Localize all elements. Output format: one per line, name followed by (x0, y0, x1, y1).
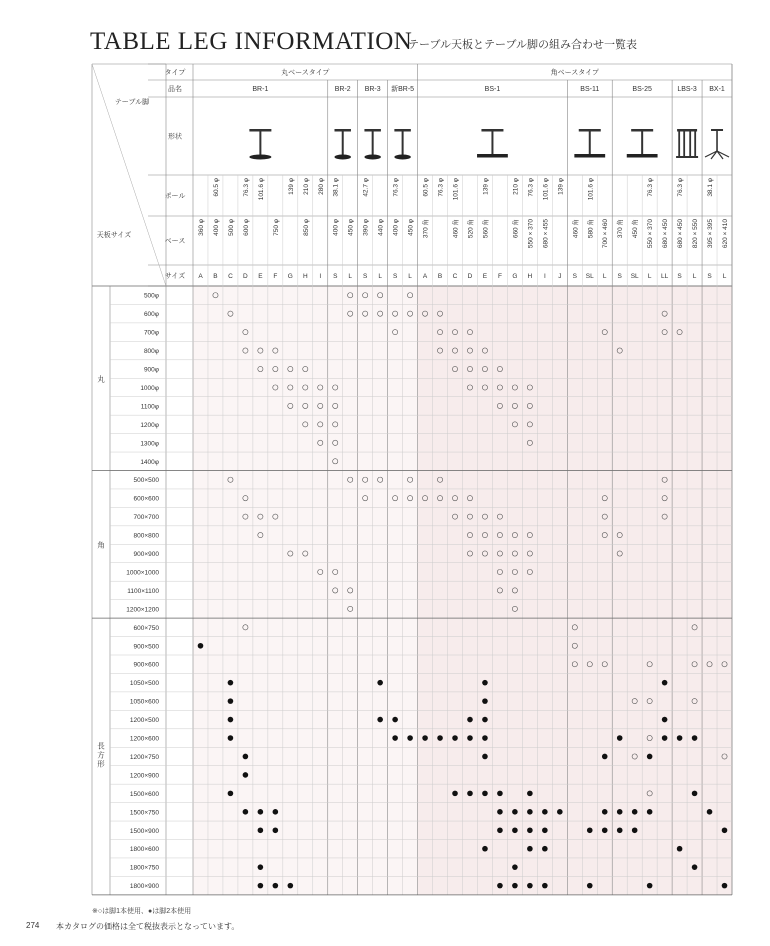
double-leg-mark (422, 735, 428, 741)
double-leg-mark (482, 680, 488, 686)
base-size: 660 角 (512, 219, 520, 239)
tabletop-size-label: 1500×600 (129, 790, 159, 798)
pole-diameter: 60.5 φ (422, 178, 430, 197)
price-note: 本カタログの価格は全て税抜表示となっています。 (56, 922, 240, 931)
double-leg-mark (482, 754, 488, 760)
pole-diameter: 101.6 φ (542, 178, 550, 201)
tabletop-size-label: 1200φ (140, 421, 159, 429)
double-leg-mark (557, 809, 563, 815)
double-leg-mark (527, 791, 533, 797)
base-size: 360 φ (197, 219, 205, 236)
size-code: SL (585, 273, 594, 280)
base-size: 400 φ (212, 219, 220, 236)
base-size: 450 φ (407, 219, 415, 236)
double-leg-mark (527, 827, 533, 833)
footnote: ※○は脚1本使用、●は脚2本使用 (92, 908, 192, 915)
double-leg-mark (647, 809, 653, 815)
pole-diameter: 139 φ (482, 178, 490, 195)
size-code: S (333, 273, 338, 280)
leg-shape-icon (394, 129, 410, 160)
tabletop-size-label: 1200×600 (129, 735, 159, 743)
double-leg-mark (512, 827, 518, 833)
base-size: 680 × 450 (662, 219, 670, 249)
base-size: 500 φ (227, 219, 235, 236)
size-code: D (243, 273, 248, 280)
row-label-name: 品名 (168, 86, 182, 93)
size-code: L (692, 273, 697, 280)
double-leg-mark (377, 680, 383, 686)
tabletop-size-label: 600×750 (133, 624, 159, 632)
base-size: 370 角 (617, 219, 625, 239)
pole-diameter: 101.6 φ (452, 178, 460, 201)
double-leg-mark (437, 735, 443, 741)
shaded-region (418, 286, 732, 895)
double-leg-mark (497, 827, 503, 833)
product-name: BR-2 (334, 86, 351, 93)
size-code: S (617, 273, 622, 280)
double-leg-mark (707, 809, 713, 815)
base-size: 520 角 (467, 219, 475, 239)
section-label: 角 (97, 540, 105, 550)
size-code: A (422, 273, 428, 280)
double-leg-mark (527, 883, 533, 889)
base-size: 680 × 455 (542, 219, 550, 249)
pole-diameter: 101.6 φ (257, 178, 265, 201)
size-code: I (543, 273, 546, 280)
pole-diameter: 76.3 φ (527, 178, 535, 197)
double-leg-mark (512, 883, 518, 889)
double-leg-mark (692, 864, 698, 870)
product-name: 新BR-5 (391, 86, 415, 93)
leg-shape-icon (249, 129, 271, 160)
double-leg-mark (228, 791, 234, 797)
base-size: 460 角 (572, 219, 580, 239)
shaded-region (193, 286, 418, 895)
double-leg-mark (258, 809, 264, 815)
size-code: S (707, 273, 712, 280)
double-leg-mark (527, 809, 533, 815)
double-leg-mark (228, 735, 234, 741)
double-leg-mark (482, 698, 488, 704)
leg-shape-icon (676, 129, 698, 158)
base-size: 680 × 450 (677, 219, 685, 249)
size-code: S (392, 273, 398, 280)
tabletop-size-label: 1000×1000 (126, 569, 159, 577)
double-leg-mark (662, 717, 668, 723)
size-code: SL (630, 273, 639, 280)
double-leg-mark (288, 883, 294, 889)
product-name: BR-1 (252, 86, 269, 93)
tabletop-size-label: 600φ (143, 311, 159, 319)
corner-leg-label: テーブル脚 (114, 99, 150, 106)
corner-top-label: 天板サイズ (96, 232, 132, 239)
tabletop-size-label: 900×900 (133, 551, 159, 559)
tabletop-size-label: 700×700 (133, 514, 159, 522)
size-code: L (408, 273, 412, 280)
size-code: L (602, 273, 607, 280)
pole-diameter: 139 φ (557, 178, 565, 195)
size-code: H (302, 273, 308, 280)
size-code: J (558, 273, 562, 280)
double-leg-mark (512, 864, 518, 870)
row-label-size: サイズ (164, 273, 186, 280)
double-leg-mark (722, 827, 728, 833)
tabletop-size-label: 1200×900 (129, 772, 159, 780)
double-leg-mark (617, 809, 623, 815)
size-code: S (363, 273, 368, 280)
type-header: 丸ベースタイプ (281, 69, 330, 77)
base-size: 400 φ (332, 219, 340, 236)
double-leg-mark (392, 717, 398, 723)
pole-diameter: 38.1 φ (707, 178, 715, 197)
base-size: 600 φ (242, 219, 250, 236)
base-size: 700 × 460 (602, 219, 610, 249)
pole-diameter: 42.7 φ (362, 178, 370, 197)
double-leg-mark (228, 717, 234, 723)
double-leg-mark (467, 717, 473, 723)
tabletop-size-label: 1200×1200 (126, 606, 159, 614)
base-size: 550 × 370 (647, 219, 655, 249)
double-leg-mark (647, 754, 653, 760)
double-leg-mark (542, 827, 548, 833)
double-leg-mark (258, 827, 264, 833)
size-code: B (213, 273, 218, 280)
tabletop-size-label: 1000φ (140, 384, 159, 392)
size-code: C (228, 273, 233, 280)
size-code: F (273, 273, 278, 280)
tabletop-size-label: 1050×600 (129, 698, 159, 706)
product-name: BR-3 (364, 86, 381, 93)
page-number: 274 (26, 921, 40, 930)
section-label: 長 (97, 741, 105, 751)
pole-diameter: 76.3 φ (392, 178, 400, 197)
size-code: G (512, 273, 518, 280)
double-leg-mark (273, 827, 279, 833)
leg-shape-icon (477, 129, 508, 158)
section-label: 方 (97, 750, 105, 760)
double-leg-mark (512, 809, 518, 815)
size-code: L (378, 273, 382, 280)
base-size: 460 角 (452, 219, 460, 239)
size-code: F (497, 273, 502, 280)
tabletop-size-label: 600×600 (133, 495, 159, 503)
pole-diameter: 60.5 φ (212, 178, 220, 197)
double-leg-mark (407, 735, 413, 741)
leg-shape-icon (364, 129, 380, 160)
product-name: BS-1 (484, 86, 501, 93)
tabletop-size-label: 1200×750 (129, 753, 159, 761)
pole-diameter: 76.3 φ (437, 178, 445, 197)
size-code: S (572, 273, 577, 280)
double-leg-mark (482, 791, 488, 797)
row-label-shape: 形状 (168, 133, 182, 141)
leg-shape-icon (627, 129, 658, 158)
base-size: 620 × 410 (722, 219, 730, 249)
pole-diameter: 139 φ (287, 178, 295, 195)
pole-diameter: 76.3 φ (242, 178, 250, 197)
base-size: 400 φ (392, 219, 400, 236)
type-header: 角ベースタイプ (550, 69, 599, 77)
base-size: 850 φ (302, 219, 310, 236)
double-leg-mark (482, 735, 488, 741)
base-size: 450 φ (347, 219, 355, 236)
tabletop-size-label: 1400φ (140, 458, 159, 466)
pole-diameter: 76.3 φ (677, 178, 685, 197)
product-name: LBS-3 (677, 86, 697, 93)
double-leg-mark (662, 735, 668, 741)
tabletop-size-label: 1050×500 (129, 680, 159, 688)
double-leg-mark (692, 735, 698, 741)
double-leg-mark (677, 735, 683, 741)
double-leg-mark (228, 680, 234, 686)
double-leg-mark (662, 680, 668, 686)
size-code: E (482, 273, 488, 280)
double-leg-mark (392, 735, 398, 741)
size-code: G (287, 273, 293, 280)
base-size: 580 角 (587, 219, 595, 239)
size-code: A (198, 273, 203, 280)
double-leg-mark (467, 735, 473, 741)
double-leg-mark (602, 827, 608, 833)
size-code: S (677, 273, 682, 280)
size-code: H (527, 273, 533, 280)
tabletop-size-label: 900φ (143, 366, 159, 374)
pole-diameter: 210 φ (512, 178, 520, 195)
section-label: 丸 (97, 374, 105, 384)
tabletop-size-label: 500φ (143, 292, 159, 300)
double-leg-mark (602, 754, 608, 760)
pole-diameter: 101.6 φ (587, 178, 595, 201)
leg-shape-icon (705, 129, 729, 159)
double-leg-mark (617, 735, 623, 741)
double-leg-mark (482, 717, 488, 723)
base-size: 395 × 395 (707, 219, 715, 249)
tabletop-size-label: 500×500 (133, 477, 159, 485)
base-size: 560 角 (482, 219, 490, 239)
size-code: L (722, 273, 727, 280)
double-leg-mark (228, 698, 234, 704)
double-leg-mark (482, 846, 488, 852)
size-code: L (348, 273, 353, 280)
tabletop-size-label: 1500×900 (129, 827, 159, 835)
double-leg-mark (497, 883, 503, 889)
double-leg-mark (497, 791, 503, 797)
base-size: 440 φ (377, 219, 385, 236)
tabletop-size-label: 1800×750 (129, 864, 159, 872)
double-leg-mark (243, 754, 249, 760)
double-leg-mark (542, 883, 548, 889)
tabletop-size-label: 900×500 (133, 643, 159, 651)
tabletop-size-label: 1800×600 (129, 846, 159, 854)
double-leg-mark (243, 772, 249, 778)
double-leg-mark (542, 846, 548, 852)
page-subtitle: テーブル天板とテーブル脚の組み合わせ一覧表 (408, 39, 638, 51)
tabletop-size-label: 900×600 (133, 661, 159, 669)
size-code: C (452, 273, 458, 280)
base-size: 820 × 550 (692, 219, 700, 249)
row-label-pole: ポール (164, 193, 186, 200)
tabletop-size-label: 800φ (143, 348, 159, 356)
double-leg-mark (198, 643, 204, 649)
tabletop-size-label: 1800×900 (129, 883, 159, 891)
row-label-base: ベース (164, 238, 186, 245)
product-name: BX-1 (709, 86, 725, 93)
tabletop-size-label: 1100×1100 (127, 587, 159, 595)
double-leg-mark (722, 883, 728, 889)
double-leg-mark (452, 791, 458, 797)
double-leg-mark (647, 883, 653, 889)
product-name: BS-11 (580, 86, 600, 93)
tabletop-size-label: 1300φ (140, 440, 159, 448)
double-leg-mark (273, 809, 279, 815)
size-code: E (258, 273, 263, 280)
pole-diameter: 210 φ (302, 178, 310, 195)
tabletop-size-label: 1500×750 (129, 809, 159, 817)
product-name: BS-25 (632, 86, 652, 93)
double-leg-mark (527, 846, 533, 852)
double-leg-mark (587, 827, 593, 833)
double-leg-mark (587, 883, 593, 889)
page-title: TABLE LEG INFORMATION (90, 28, 413, 55)
section-label: 形 (97, 759, 105, 769)
row-label-type: タイプ (164, 69, 186, 77)
size-code: LL (661, 273, 669, 280)
pole-diameter: 280 φ (317, 178, 325, 195)
double-leg-mark (452, 735, 458, 741)
double-leg-mark (542, 809, 548, 815)
double-leg-mark (258, 883, 264, 889)
base-size: 750 φ (272, 219, 280, 236)
base-size: 450 角 (632, 219, 640, 239)
leg-shape-icon (334, 129, 350, 160)
double-leg-mark (497, 809, 503, 815)
double-leg-mark (467, 791, 473, 797)
size-code: I (319, 273, 322, 280)
pole-diameter: 38.1 φ (332, 178, 340, 197)
size-code: B (437, 273, 443, 280)
base-size: 390 φ (362, 219, 370, 236)
double-leg-mark (258, 864, 264, 870)
double-leg-mark (377, 717, 383, 723)
base-size: 370 角 (422, 219, 430, 239)
pole-diameter: 76.3 φ (647, 178, 655, 197)
tabletop-size-label: 800×800 (133, 532, 159, 540)
double-leg-mark (677, 846, 683, 852)
tabletop-size-label: 700φ (143, 329, 159, 337)
double-leg-mark (243, 809, 249, 815)
tabletop-size-label: 1200×500 (129, 717, 159, 725)
double-leg-mark (632, 827, 638, 833)
base-size: 550 × 370 (527, 219, 535, 249)
size-code: L (647, 273, 652, 280)
tabletop-size-label: 1100φ (140, 403, 159, 411)
double-leg-mark (692, 791, 698, 797)
double-leg-mark (602, 809, 608, 815)
double-leg-mark (632, 809, 638, 815)
leg-shape-icon (574, 129, 605, 158)
size-code: D (467, 273, 473, 280)
double-leg-mark (617, 827, 623, 833)
double-leg-mark (273, 883, 279, 889)
